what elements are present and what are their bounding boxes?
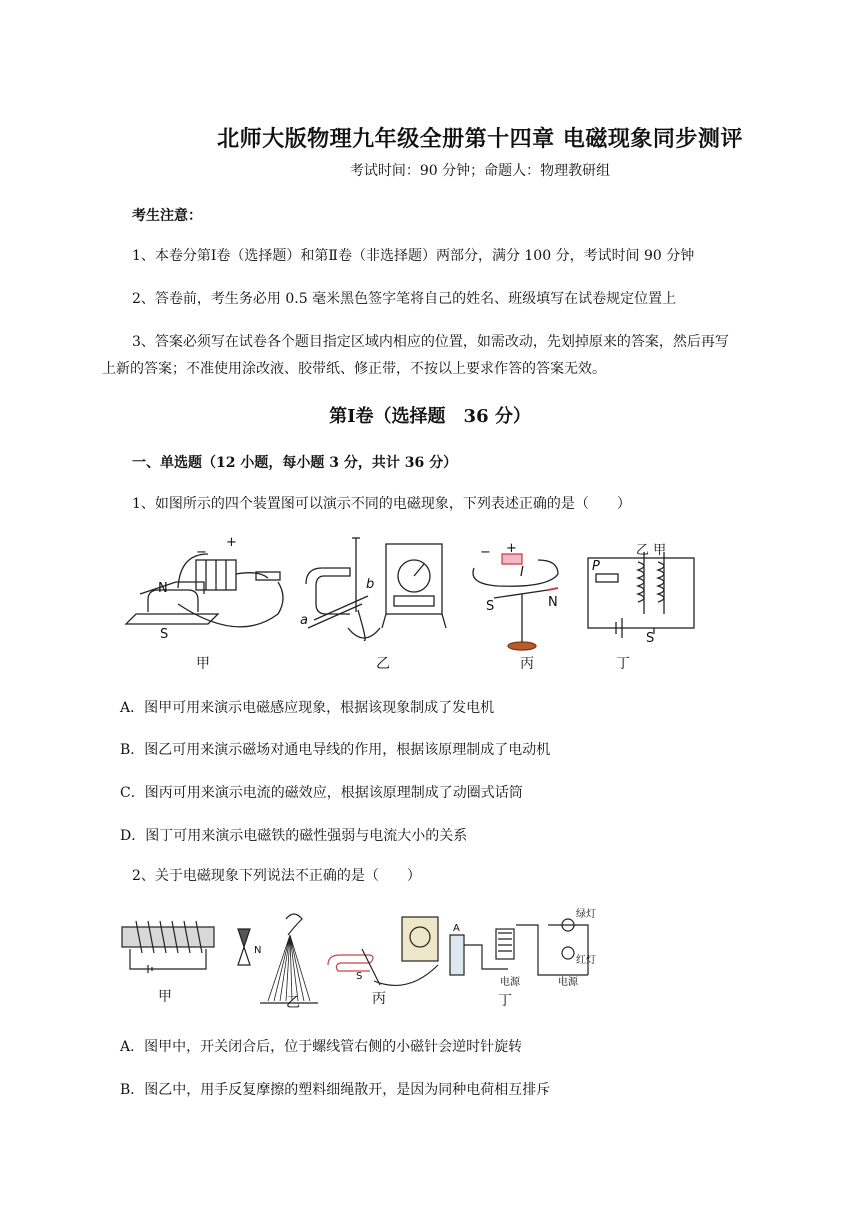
fig1-bing-minus: −: [480, 545, 491, 560]
fig2-yi-rope: [260, 914, 318, 1003]
fig1-caption-ding: 丁: [616, 656, 630, 672]
fig2-ding-relay: [450, 919, 588, 975]
section-title: 第Ⅰ卷（选择题 36 分）: [329, 406, 531, 427]
fig1-label-b: b: [366, 577, 375, 592]
fig2-label-green-lamp: 绿灯: [576, 909, 596, 920]
fig1-bing-n: N: [548, 595, 558, 610]
fig2-label-s: S: [356, 971, 363, 982]
notice-item-2: 2、答卷前，考生务必用 0.5 毫米黑色签字笔将自己的姓名、班级填写在试卷规定位置上: [132, 291, 677, 307]
fig1-label-minus: −: [196, 545, 207, 560]
question-1-stem: 1、如图所示的四个装置图可以演示不同的电磁现象，下列表述正确的是（ ）: [132, 496, 631, 512]
part-title: 一、单选题（12 小题，每小题 3 分，共计 36 分）: [132, 455, 458, 471]
fig1-label-s: S: [160, 627, 169, 642]
fig1-caption-jia: 甲: [196, 656, 210, 672]
question-2-figure: [118, 905, 608, 1010]
question-1-option-d: D．图丁可用来演示电磁铁的磁性强弱与电流大小的关系: [120, 828, 468, 844]
fig1-bing-plus: +: [506, 541, 517, 556]
notice-heading: 考生注意：: [132, 208, 202, 224]
fig2-caption-ding: 丁: [498, 993, 512, 1009]
fig1-label-a: a: [300, 613, 308, 628]
fig2-label-red-lamp: 红灯: [576, 955, 596, 966]
page-title: 北师大版物理九年级全册第十四章 电磁现象同步测评: [217, 126, 743, 152]
fig2-caption-jia: 甲: [158, 989, 172, 1005]
fig2-label-power2: 电源: [558, 977, 578, 988]
fig1-label-plus: +: [226, 535, 237, 550]
fig2-jia-solenoid: [122, 921, 250, 973]
notice-item-3-cont: 上新的答案；不准使用涂改液、胶带纸、修正带，不按以上要求作答的答案无效。: [102, 361, 606, 377]
question-1-option-a: A．图甲可用来演示电磁感应现象，根据该现象制成了发电机: [120, 700, 495, 716]
fig1-ding-apparatus: [588, 552, 694, 638]
question-1-option-b: B．图乙可用来演示磁场对通电导线的作用，根据该原理制成了电动机: [120, 742, 551, 758]
notice-item-1: 1、本卷分第Ⅰ卷（选择题）和第Ⅱ卷（非选择题）两部分，满分 100 分，考试时间 90 分钟: [132, 248, 695, 264]
question-1-option-c: C．图丙可用来演示电流的磁效应，根据该原理制成了动圈式话筒: [120, 785, 523, 801]
fig1-jia-apparatus: [126, 554, 283, 627]
fig1-caption-yi: 乙: [376, 656, 390, 672]
fig2-caption-yi: 乙: [286, 995, 300, 1010]
notice-item-3: 3、答案必须写在试卷各个题目指定区域内相应的位置，如需改动，先划掉原来的答案，然后再写: [132, 334, 729, 350]
fig1-label-i: I: [520, 565, 524, 580]
fig2-bing-apparatus: [328, 917, 438, 985]
exam-info: 考试时间：90 分钟；命题人：物理教研组: [349, 163, 611, 179]
question-2-option-a: A．图甲中，开关闭合后，位于螺线管右侧的小磁针会逆时针旋转: [120, 1039, 523, 1055]
fig1-yi-apparatus: [306, 538, 446, 640]
question-2-option-b: B．图乙中，用手反复摩擦的塑料细绳散开，是因为同种电荷相互排斥: [120, 1082, 551, 1098]
fig2-label-a: A: [453, 923, 460, 934]
question-2-stem: 2、关于电磁现象下列说法不正确的是（ ）: [132, 868, 421, 884]
fig2-label-power1: 电源: [500, 977, 520, 988]
fig2-label-n: N: [254, 945, 262, 956]
fig1-caption-bing: 丙: [520, 656, 534, 672]
fig1-label-p: P: [592, 559, 600, 574]
fig2-caption-bing: 丙: [372, 991, 386, 1007]
fig1-label-n: N: [158, 581, 168, 596]
fig1-ding-s: S: [646, 631, 655, 646]
fig1-label-yi-jia: 乙 甲: [636, 543, 667, 558]
question-1-figure: [118, 534, 708, 674]
fig1-bing-s: S: [486, 599, 495, 614]
